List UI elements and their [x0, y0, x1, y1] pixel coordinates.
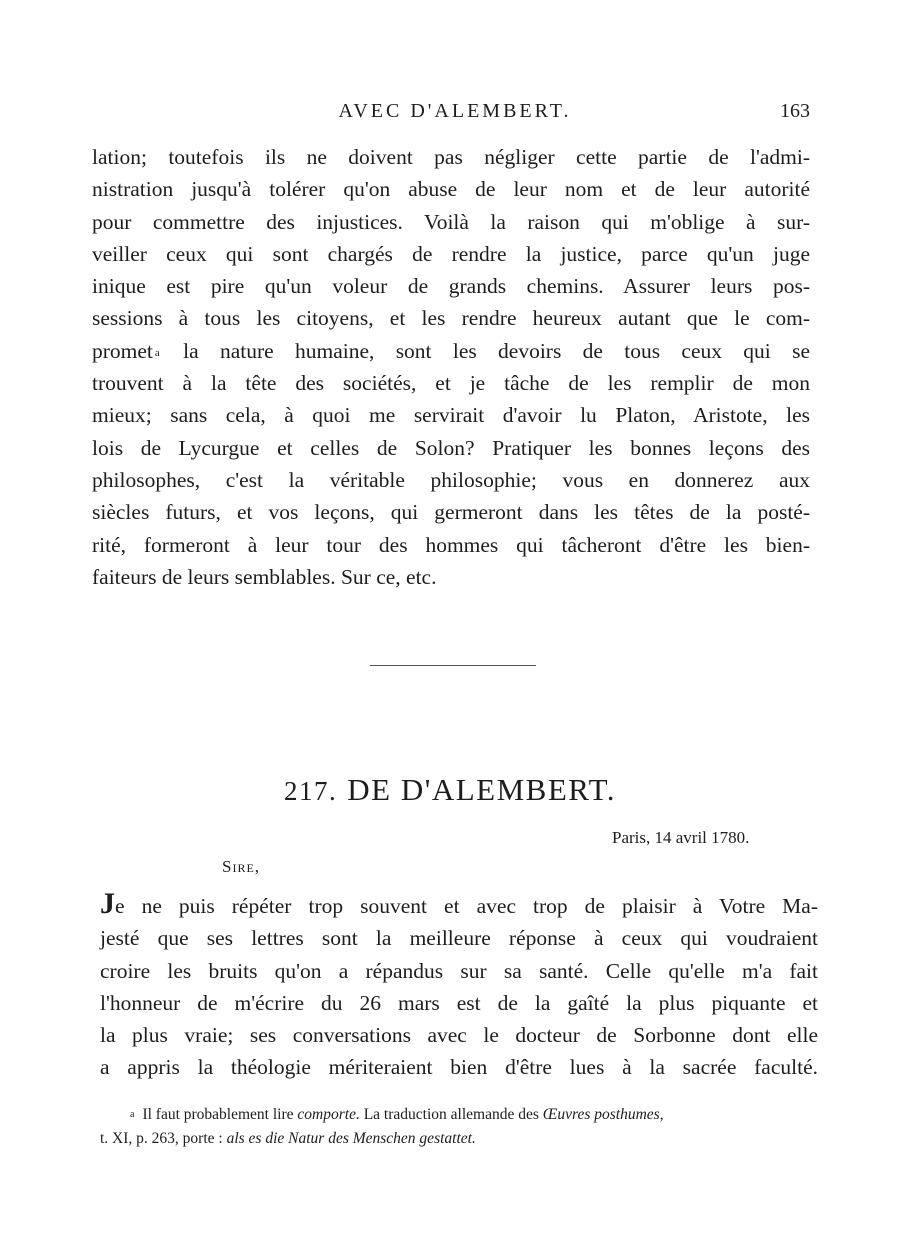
footnote-line — [100, 1127, 825, 1151]
letter-body-paragraph — [100, 888, 818, 1084]
continued-letter-paragraph — [92, 141, 810, 593]
letter-number: 217. — [284, 776, 338, 806]
italic-text: als es die Natur des Menschen gestattet. — [226, 1130, 476, 1147]
letter-salutation — [222, 857, 260, 877]
text-line: philosophes, c'est la véritable philosophie; vous en donnerez aux — [92, 467, 810, 492]
italic-text: Œuvres posthumes — [542, 1106, 660, 1123]
drop-capital: J — [100, 887, 115, 920]
text-line: nistration jusqu'à tolérer qu'on abuse de leur nom et de leur autorité — [92, 177, 810, 202]
text-line: la plus vraie; ses conversations avec le docteur de Sorbonne dont elle — [100, 1023, 818, 1048]
text-line: a appris la théologie mériteraient bien d'être lues à la sacrée faculté. — [100, 1055, 818, 1080]
footnote-line — [100, 1103, 825, 1127]
text-line: lois de Lycurgue et celles de Solon? Pratiquer les bonnes leçons des — [92, 435, 810, 460]
text-fragment: , — [659, 1106, 664, 1123]
text-line-with-footnote-ref — [92, 335, 810, 367]
text-fragment: t. XI, p. 263, porte : — [100, 1130, 227, 1147]
text-line: sessions à tous les citoyens, et les rendre heureux autant que le com- — [92, 306, 810, 331]
footnote — [100, 1103, 825, 1151]
page-number: 163 — [780, 100, 810, 122]
running-title: AVEC D'ALEMBERT. — [338, 100, 572, 122]
letter-heading — [0, 772, 900, 808]
text-line: l'honneur de m'écrire du 26 mars est de la gaîté la plus piquante et — [100, 990, 818, 1015]
text-line-with-dropcap — [100, 888, 818, 922]
text-line: croire les bruits qu'on a répandus sur sa santé. Celle qu'elle m'a fait — [100, 958, 818, 983]
text-line: trouvent à la tête des sociétés, et je tâche de les remplir de mon — [92, 371, 810, 396]
italic-text: comporte. — [297, 1106, 360, 1123]
text-line: lation; toutefois ils ne doivent pas négliger cette partie de l'admi- — [92, 145, 810, 169]
section-divider — [370, 665, 536, 666]
text-line: pour commettre des injustices. Voilà la raison qui m'oblige à sur- — [92, 209, 810, 234]
text-line: siècles futurs, et vos leçons, qui germeront dans les têtes de la posté- — [92, 500, 810, 525]
text-fragment: la nature humaine, sont les devoirs de tous ceux qui se — [183, 338, 810, 363]
page-header — [100, 100, 810, 130]
text-fragment: Il faut probablement lire — [142, 1106, 298, 1123]
text-line: rité, formeront à leur tour des hommes qui tâcheront d'être les bien- — [92, 532, 810, 557]
text-line: faiteurs de leurs semblables. Sur ce, etc. — [92, 564, 437, 589]
text-line: veiller ceux qui sont chargés de rendre la justice, parce qu'un juge — [92, 241, 810, 266]
footnote-marker: a — [130, 1109, 135, 1120]
letter-dateline: Paris, 14 avril 1780. — [612, 828, 750, 847]
text-line: jesté que ses lettres sont la meilleure réponse à ceux qui voudraient — [100, 926, 818, 951]
text-line: inique est pire qu'un voleur de grands chemins. Assurer leurs pos- — [92, 274, 810, 299]
text-fragment: La traduction allemande des — [359, 1106, 543, 1123]
text-fragment: promet — [92, 338, 153, 363]
text-line: mieux; sans cela, à quoi me servirait d'avoir lu Platon, Aristote, les — [92, 403, 810, 428]
salutation-text: Sire, — [222, 857, 261, 876]
footnote-reference: a — [154, 346, 160, 359]
text-fragment: e ne puis répéter trop souvent et avec trop de plaisir à Votre Ma- — [115, 894, 818, 918]
letter-title: DE D'ALEMBERT. — [347, 772, 616, 807]
